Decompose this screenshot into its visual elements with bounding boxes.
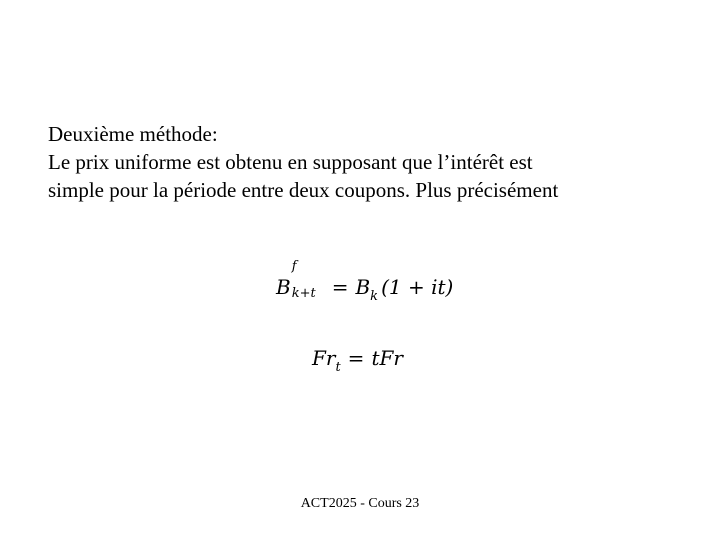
eq2-equals: = [347, 346, 365, 370]
equation-accrued-coupon [312, 346, 403, 375]
eq1-rhs-rest: (1 + it) [381, 275, 454, 299]
equation-forward-price [276, 259, 454, 304]
eq1-equals: = [331, 275, 349, 299]
slide-text-line-1: Le prix uniforme est obtenu en supposant que l’intérêt est [48, 150, 533, 174]
slide-text-line-2: simple pour la période entre deux coupons. Plus précisément [48, 178, 559, 202]
eq2-lhs-subscript: t [335, 360, 341, 375]
slide-footer: ACT2025 - Cours 23 [300, 496, 420, 511]
eq1-lhs-subscript: k+t [291, 286, 316, 301]
slide-heading: Deuxième méthode: [48, 122, 218, 146]
eq1-rhs-subscript: k [370, 289, 379, 304]
eq2-rhs: tFr [371, 346, 403, 370]
eq2-lhs-base: Fr [312, 346, 336, 370]
eq1-rhs-base: B [355, 275, 371, 299]
eq1-lhs-superscript: f [291, 259, 297, 274]
eq1-lhs-base: B [276, 275, 291, 299]
eq1-lhs-scripts [291, 259, 325, 301]
slide-body [48, 120, 688, 204]
